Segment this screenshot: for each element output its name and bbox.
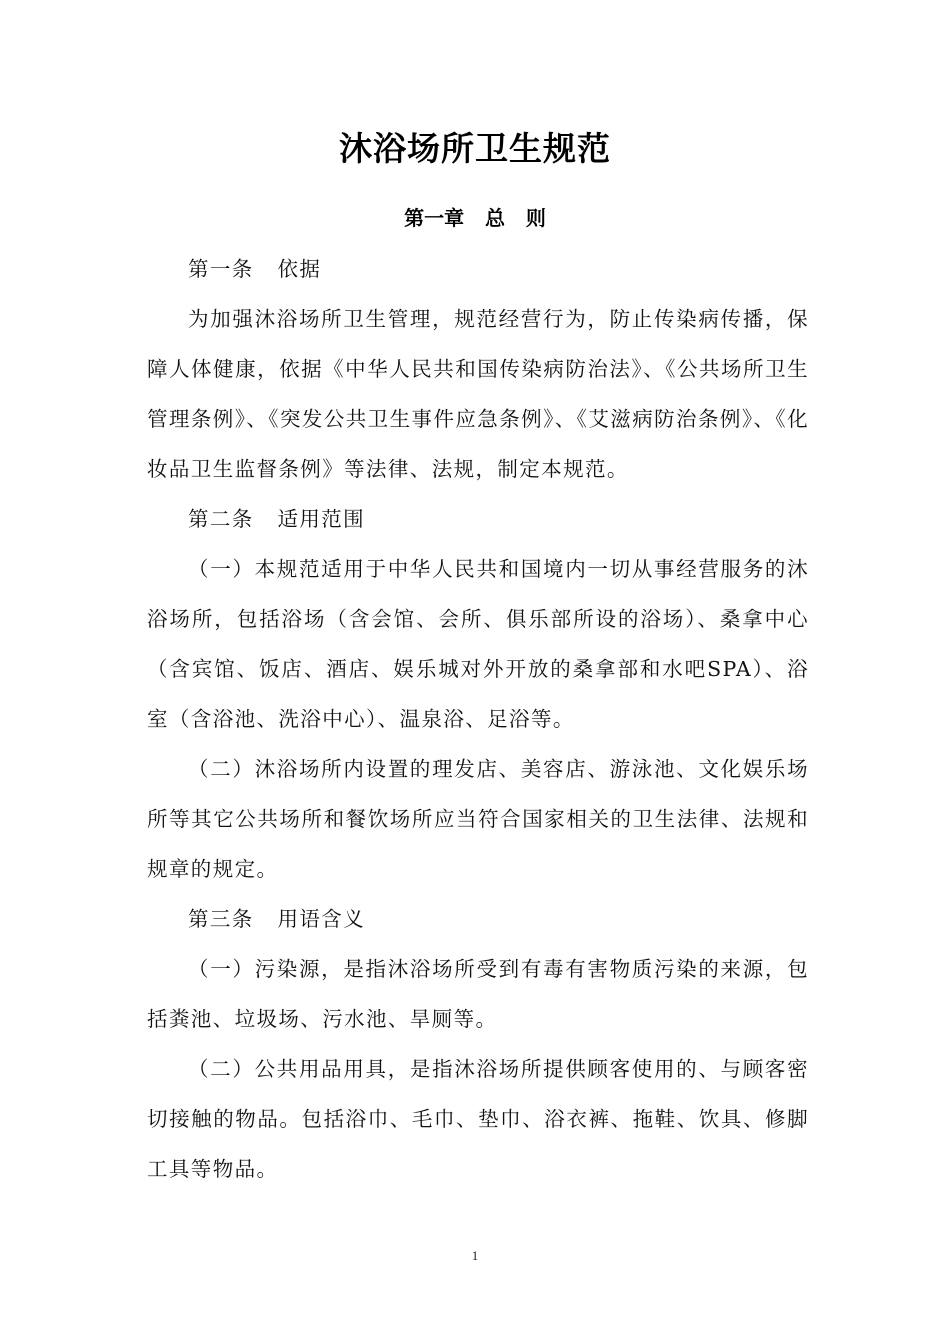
paragraph-scope-2: （二）沐浴场所内设置的理发店、美容店、游泳池、文化娱乐场所等其它公共场所和餐饮场所应当符合国家相关的卫生法律、法规和规章的规定。	[147, 757, 809, 881]
paragraph-definition-2: （二）公共用品用具，是指沐浴场所提供顾客使用的、与顾客密切接触的物品。包括浴巾、毛巾、垫巾、浴衣裤、拖鞋、饮具、修脚工具等物品。	[147, 1057, 809, 1181]
page-number: 1	[471, 1248, 479, 1263]
document-title: 沐浴场所卫生规范	[339, 129, 611, 168]
paragraph-scope-1: （一）本规范适用于中华人民共和国境内一切从事经营服务的沐浴场所，包括浴场（含会馆、会所、俱乐部所设的浴场）、桑拿中心（含宾馆、饭店、酒店、娱乐城对外开放的桑拿部和水吧SPA）、浴室（含浴池、洗浴中心）、温泉浴、足浴等。	[147, 557, 809, 731]
document-body	[147, 244, 809, 1194]
chapter-heading: 第一章 总 则	[404, 206, 546, 230]
article-heading-3: 第三条 用语含义	[188, 907, 366, 931]
article-heading-2: 第二条 适用范围	[188, 507, 366, 531]
paragraph-definition-1: （一）污染源，是指沐浴场所受到有毒有害物质污染的来源，包括粪池、垃圾场、污水池、旱厕等。	[147, 957, 809, 1031]
paragraph-basis: 为加强沐浴场所卫生管理，规范经营行为，防止传染病传播，保障人体健康，依据《中华人民共和国传染病防治法》、《公共场所卫生管理条例》、《突发公共卫生事件应急条例》、《艾滋病防治条例》、《化妆品卫生监督条例》等法律、法规，制定本规范。	[147, 307, 809, 481]
article-heading-1: 第一条 依据	[188, 257, 322, 281]
